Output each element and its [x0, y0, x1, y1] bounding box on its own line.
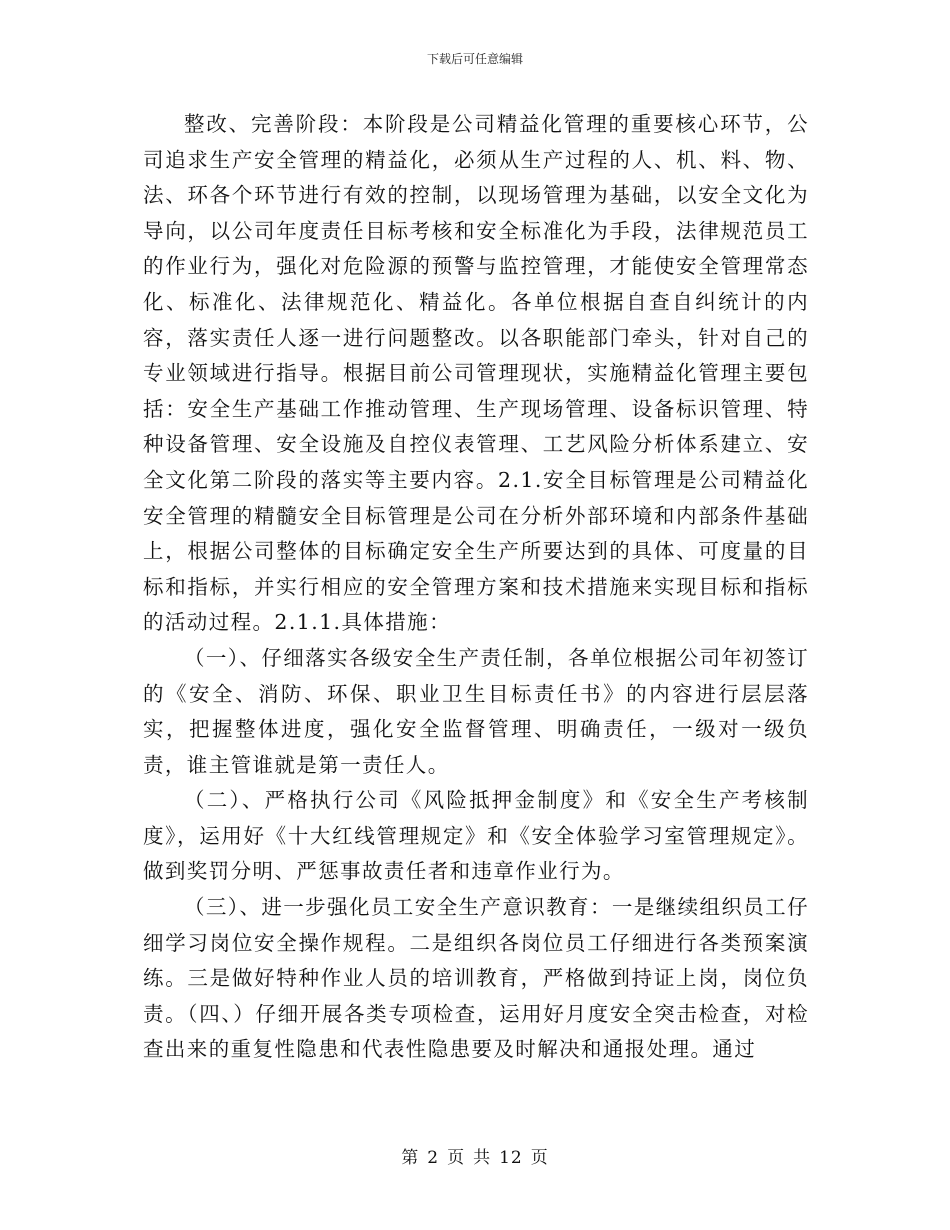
paragraph-measure-3: （三）、进一步强化员工安全生产意识教育：一是继续组织员工仔细学习岗位安全操作规程。二是组织各岗位员工仔细进行各类预案演练。三是做好特种作业人员的培训教育，严格做到持证上岗，岗位负责。（四、）仔细开展各类专项检查，运用好月度安全突击检查，对检查出来的重复性隐患和代表性隐患要及时解决和通报处理。通过	[143, 895, 809, 1062]
paragraph-rectification-stage: 整改、完善阶段：本阶段是公司精益化管理的重要核心环节，公司追求生产安全管理的精益化，必须从生产过程的人、机、料、物、法、环各个环节进行有效的控制，以现场管理为基础，以安全文化为导向，以公司年度责任目标考核和安全标准化为手段，法律规范员工的作业行为，强化对危险源的预警与监控管理，才能使安全管理常态化、标准化、法律规范化、精益化。各单位根据自查自纠统计的内容，落实责任人逐一进行问题整改。以各职能部门牵头，针对自己的专业领域进行指导。根据目前公司管理现状，实施精益化管理主要包括：安全生产基础工作推动管理、生产现场管理、设备标识管理、特种设备管理、安全设施及自控仪表管理、工艺风险分析体系建立、安全文化第二阶段的落实等主要内容。2.1.安全目标管理是公司精益化安全管理的精髓安全目标管理是公司在分析外部环境和内部条件基础上，根据公司整体的目标确定安全生产所要达到的具体、可度量的目标和指标，并实行相应的安全管理方案和技术措施来实现目标和指标的活动过程。2.1.1.具体措施：	[143, 112, 809, 635]
page-footer	[0, 1147, 950, 1169]
total-pages-number: 12	[499, 1148, 523, 1168]
page-header: 下载后可任意编辑	[426, 52, 523, 66]
body-text	[143, 107, 809, 1068]
footer-total-label: 共	[473, 1148, 492, 1168]
paragraph-measure-1: （一）、仔细落实各级安全生产责任制，各单位根据公司年初签订的《安全、消防、环保、职业卫生目标责任书》的内容进行层层落实，把握整体进度，强化安全监督管理、明确责任，一级对一级负责，谁主管谁就是第一责任人。	[143, 645, 809, 777]
footer-prefix: 第	[401, 1148, 420, 1168]
current-page-number: 2	[427, 1148, 440, 1168]
paragraph-measure-2: （二）、严格执行公司《风险抵押金制度》和《安全生产考核制度》，运用好《十大红线管理规定》和《安全体验学习室管理规定》。做到奖罚分明、严惩事故责任者和违章作业行为。	[143, 788, 809, 884]
footer-page-label: 页	[447, 1148, 466, 1168]
footer-suffix: 页	[530, 1148, 549, 1168]
